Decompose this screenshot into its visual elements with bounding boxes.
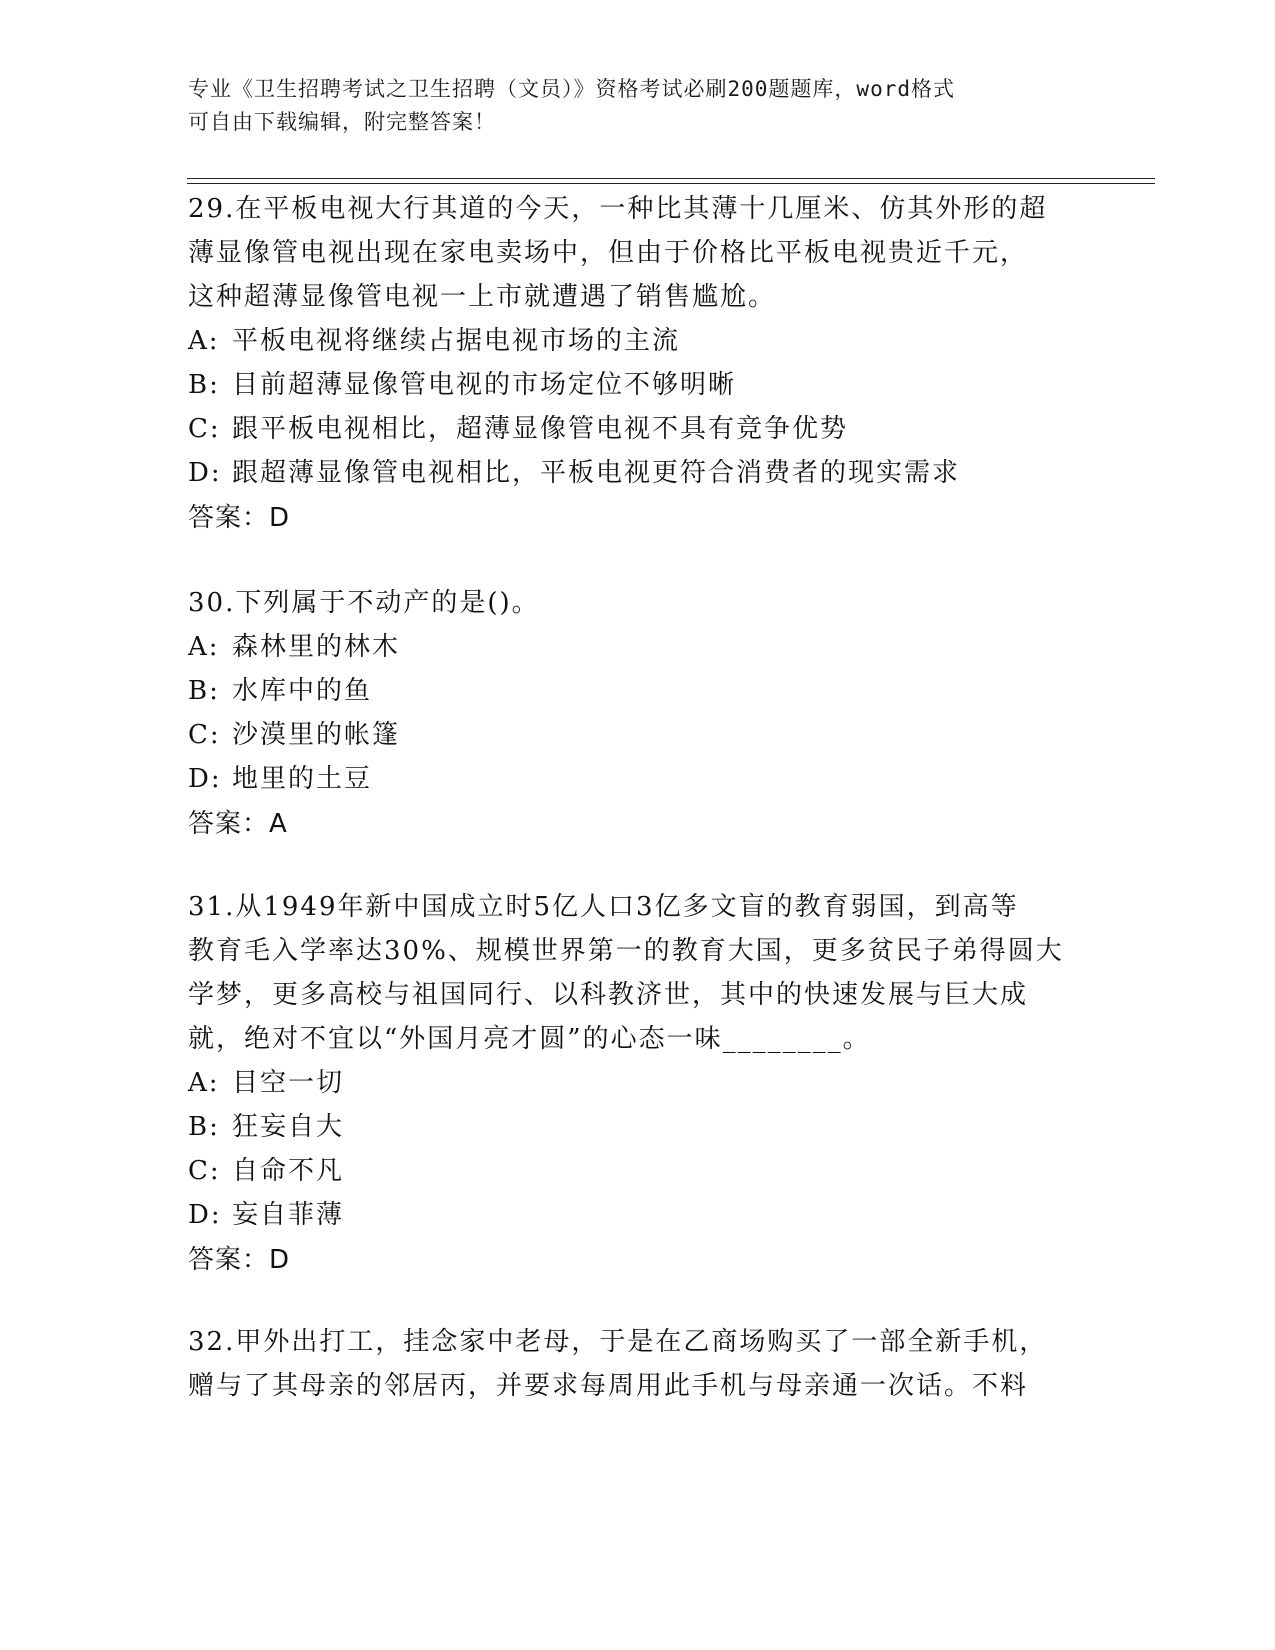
option-b: B: 狂妄自大 — [188, 1112, 345, 1142]
question-32 — [188, 1320, 1088, 1408]
option-b: B: 水库中的鱼 — [188, 676, 373, 706]
answer-line: 答案：D — [188, 503, 291, 533]
option-d: D: 妄自菲薄 — [188, 1200, 345, 1230]
question-stem-line: 就，绝对不宜以“外国月亮才圆”的心态一味________。 — [188, 1024, 871, 1054]
header-line-2: 可自由下载编辑，附完整答案！ — [188, 110, 496, 134]
question-stem-line: 薄显像管电视出现在家电卖场中，但由于价格比平板电视贵近千元， — [188, 238, 1029, 268]
option-a: A: 森林里的林木 — [188, 632, 401, 662]
question-stem-line: 这种超薄显像管电视一上市就遭遇了销售尴尬。 — [188, 282, 777, 312]
question-stem-line: 29.在平板电视大行其道的今天，一种比其薄十几厘米、仿其外形的超 — [188, 194, 1048, 224]
question-stem-line: 30.下列属于不动产的是()。 — [188, 588, 540, 618]
answer-line: 答案：A — [188, 809, 288, 839]
option-a: A: 平板电视将继续占据电视市场的主流 — [188, 326, 681, 356]
option-c: C: 沙漠里的帐篷 — [188, 720, 401, 750]
answer-line: 答案：D — [188, 1245, 291, 1275]
header-line-1: 专业《卫生招聘考试之卫生招聘（文员）》资格考试必刷200题题库，word格式 — [188, 77, 955, 101]
question-stem-line: 学梦，更多高校与祖国同行、以科教济世，其中的快速发展与巨大成 — [188, 980, 1029, 1010]
question-stem-line: 赠与了其母亲的邻居丙，并要求每周用此手机与母亲通一次话。不料 — [188, 1371, 1029, 1401]
header-divider-bottom — [187, 183, 1155, 184]
question-31 — [188, 885, 1088, 1283]
question-29 — [188, 187, 1088, 541]
option-b: B: 目前超薄显像管电视的市场定位不够明晰 — [188, 370, 737, 400]
option-d: D: 地里的土豆 — [188, 764, 373, 794]
option-d: D: 跟超薄显像管电视相比，平板电视更符合消费者的现实需求 — [188, 458, 961, 488]
question-30 — [188, 581, 1088, 847]
option-c: C: 跟平板电视相比，超薄显像管电视不具有竞争优势 — [188, 414, 849, 444]
document-header — [188, 73, 1088, 139]
question-stem-line: 31.从1949年新中国成立时5亿人口3亿多文盲的教育弱国，到高等 — [188, 892, 1019, 922]
question-stem-line: 教育毛入学率达30%、规模世界第一的教育大国，更多贫民子弟得圆大 — [188, 936, 1064, 966]
question-stem-line: 32.甲外出打工，挂念家中老母，于是在乙商场购买了一部全新手机， — [188, 1327, 1048, 1357]
header-divider-top — [187, 178, 1155, 179]
option-c: C: 自命不凡 — [188, 1156, 345, 1186]
option-a: A: 目空一切 — [188, 1068, 345, 1098]
